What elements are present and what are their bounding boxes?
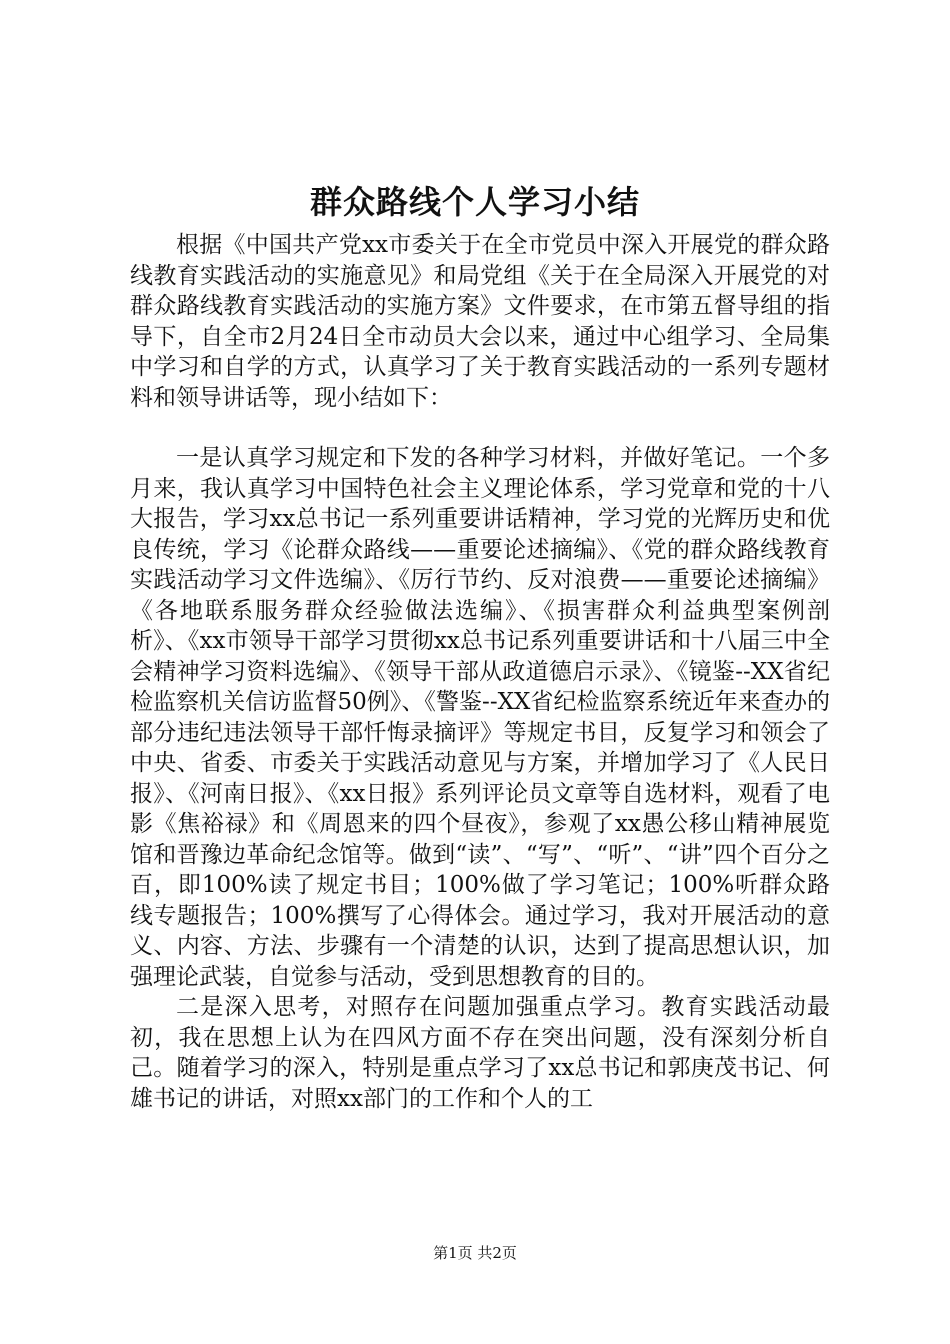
document-title: 群众路线个人学习小结 — [309, 183, 640, 221]
paragraph-spacer — [130, 413, 830, 443]
paragraph-point-one: 一是认真学习规定和下发的各种学习材料，并做好笔记。一个多月来，我认真学习中国特色社会主义理论体系，学习党章和党的十八大报告，学习xx总书记一系列重要讲话精神，学习党的光辉历史和优良传统，学习《论群众路线——重要论述摘编》、《党的群众路线教育实践活动学习文件选编》、《厉行节约、反对浪费——重要论述摘编》《各地联系服务群众经验做法选编》、《损害群众利益典型案例剖析》、《xx市领导干部学习贯彻xx总书记系列重要讲话和十八届三中全会精神学习资料选编》、《领导干部从政道德启示录》、《镜鉴--XX省纪检监察机关信访监督50例》、《警鉴--XX省纪检监察系统近年来查办的部分违纪违法领导干部忏悔录摘评》等规定书目，反复学习和领会了中央、省委、市委关于实践活动意见与方案，并增加学习了《人民日报》、《河南日报》、《xx日报》系列评论员文章等自选材料，观看了电影《焦裕禄》和《周恩来的四个昼夜》，参观了xx愚公移山精神展览馆和晋豫边革命纪念馆等。做到“读”、“写”、“听”、“讲”四个百分之百，即100%读了规定书目；100%做了学习笔记；100%听群众路线专题报告；100%撰写了心得体会。通过学习，我对开展活动的意义、内容、方法、步骤有一个清楚的认识，达到了提高思想认识，加强理论武装，自觉参与活动，受到思想教育的目的。 — [130, 445, 830, 990]
page-number-footer: 第1页 共2页 — [433, 1244, 517, 1262]
paragraph-intro: 根据《中国共产党xx市委关于在全市党员中深入开展党的群众路线教育实践活动的实施意见》和局党组《关于在全局深入开展党的对群众路线教育实践活动的实施方案》文件要求，在市第五督导组的指导下，自全市2月24日全市动员大会以来，通过中心组学习、全局集中学习和自学的方式，认真学习了关于教育实践活动的一系列专题材料和领导讲话等，现小结如下： — [130, 232, 830, 411]
paragraph-point-two: 二是深入思考，对照存在问题加强重点学习。教育实践活动最初，我在思想上认为在四风方面不存在突出问题，没有深刻分析自己。随着学习的深入，特别是重点学习了xx总书记和郭庚茂书记、何雄书记的讲话，对照xx部门的工作和个人的工 — [130, 994, 830, 1112]
document-body — [130, 230, 830, 1114]
